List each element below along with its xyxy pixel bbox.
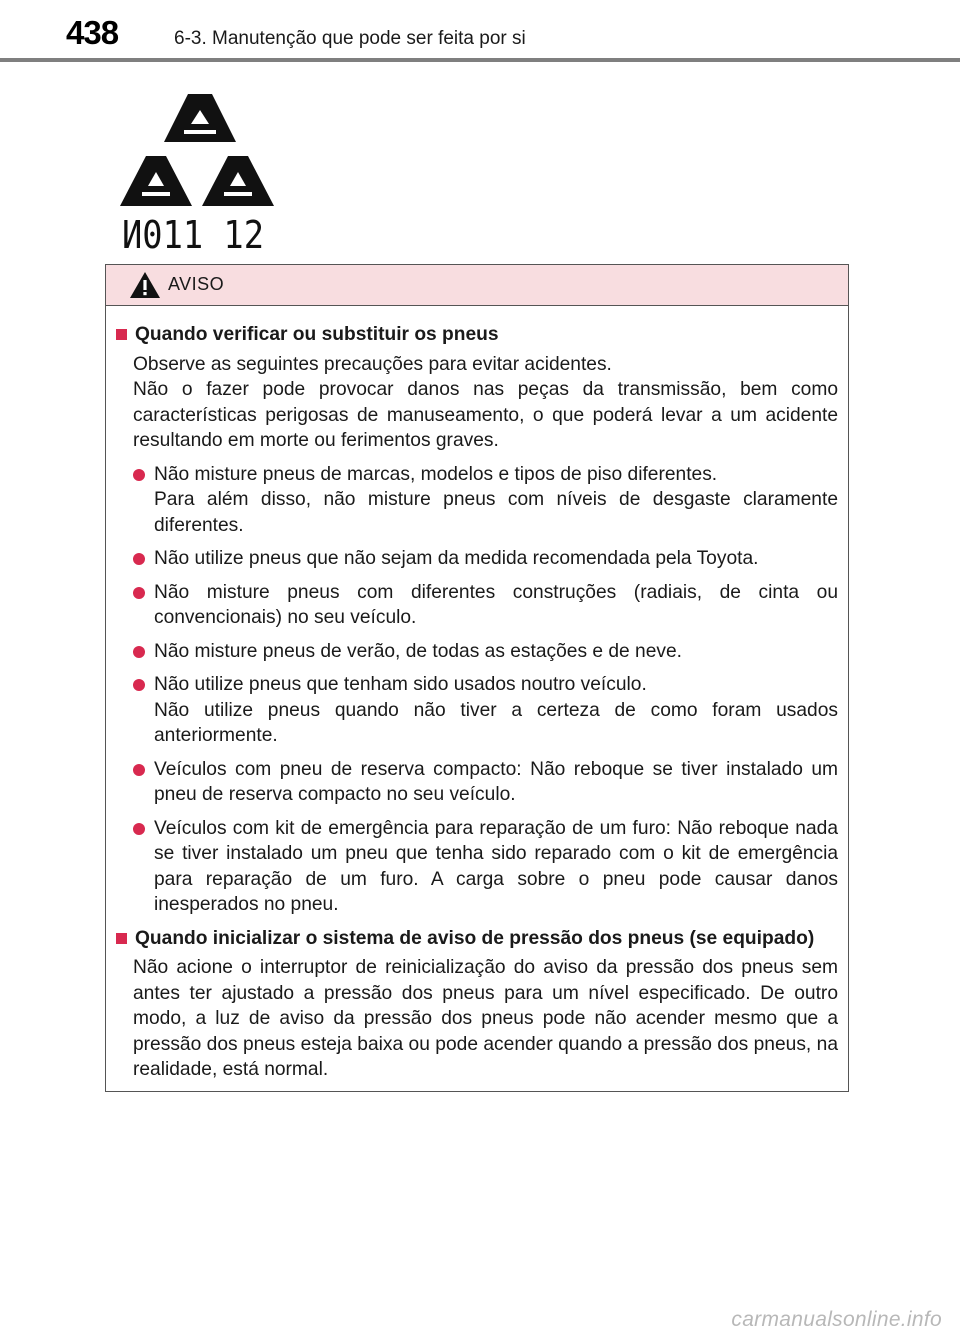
section-body [116, 352, 838, 918]
list-item-text [154, 462, 838, 539]
list-item-text [154, 546, 838, 572]
list-item [133, 580, 838, 631]
round-bullet-icon [133, 823, 145, 835]
list-item-line: Não utilize pneus que tenham sido usados noutro veículo. [154, 674, 647, 695]
list-item [133, 462, 838, 539]
list-item-line: Não misture pneus de marcas, modelos e tipos de piso diferentes. [154, 463, 718, 485]
list-item-text [154, 639, 838, 665]
tread-figure-code: И011 12 [122, 213, 264, 256]
round-bullet-icon [133, 679, 145, 691]
warning-triangle-icon [128, 270, 162, 300]
page-header [0, 0, 960, 62]
warning-header [106, 265, 848, 306]
list-item-line: Não utilize pneus quando não tiver a certeza de como foram usados anteriormente. [154, 699, 838, 746]
warning-body [106, 306, 848, 1083]
warning-box [105, 264, 849, 1092]
paragraph: Não o fazer pode provocar danos nas peças da transmissão, bem como características perigosas de manuseamento, o que poderá levar a um acidente resultando em morte ou ferimentos graves. [133, 379, 838, 451]
round-bullet-icon [133, 764, 145, 776]
round-bullet-icon [133, 646, 145, 658]
square-bullet-icon [116, 329, 127, 340]
round-bullet-icon [133, 469, 145, 481]
list-item-text [154, 672, 838, 749]
list-item-line: Veículos com kit de emergência para reparação de um furo: Não reboque nada se tiver instalado um pneu que tenha sido reparado com o kit de emergência para reparação de um furo. A carga sobre o pneu pode causar danos inesperados no pneu. [154, 817, 838, 915]
header-rule [0, 58, 960, 62]
list-item [133, 639, 838, 665]
list-item [133, 672, 838, 749]
watermark: carmanualsonline.info [731, 1308, 942, 1331]
list-item-text [154, 757, 838, 808]
square-bullet-icon [116, 933, 127, 944]
list-item [133, 816, 838, 918]
warning-label: AVISO [168, 274, 225, 294]
list-item-text [154, 816, 838, 918]
list-item-line: Para além disso, não misture pneus com níveis de desgaste claramente diferentes. [154, 489, 838, 536]
warning-section [116, 926, 838, 1083]
section-heading-text: Quando inicializar o sistema de aviso de pressão dos pneus (se equipado) [135, 927, 815, 949]
section-title: 6-3. Manutenção que pode ser feita por si [174, 28, 526, 49]
list-item-line: Não misture pneus de verão, de todas as estações e de neve. [154, 640, 682, 662]
paragraph: Não acione o interruptor de reinicialização do aviso da pressão dos pneus sem antes ter ajustado a pressão dos pneus para um nível especificado. De outro modo, a luz de aviso da pressão dos pneus pode não acender mesmo que a pressão dos pneus esteja baixa ou pode acender quando a pressão dos pneus, na realidade, está normal. [133, 957, 838, 1080]
bullet-list [133, 462, 838, 918]
round-bullet-icon [133, 553, 145, 565]
section-heading [116, 322, 838, 348]
list-item-line: Não utilize pneus que não sejam da medida recomendada pela Toyota. [154, 548, 759, 569]
list-item-text [154, 580, 838, 631]
list-item-line: Veículos com pneu de reserva compacto: Não reboque se tiver instalado um pneu de reserva compacto no seu veículo. [154, 758, 838, 805]
section-body [116, 955, 838, 1083]
list-item [133, 757, 838, 808]
tread-wear-indicator-icon [118, 86, 288, 256]
list-item-line: Não misture pneus com diferentes construções (radiais, de cinta ou convencionais) no seu veículo. [154, 581, 838, 628]
warning-section [116, 322, 838, 918]
list-item [133, 546, 838, 572]
section-heading [116, 926, 838, 952]
paragraph: Observe as seguintes precauções para evitar acidentes. [133, 353, 612, 375]
section-heading-text: Quando verificar ou substituir os pneus [135, 324, 499, 345]
page-number: 438 [66, 14, 119, 51]
round-bullet-icon [133, 587, 145, 599]
